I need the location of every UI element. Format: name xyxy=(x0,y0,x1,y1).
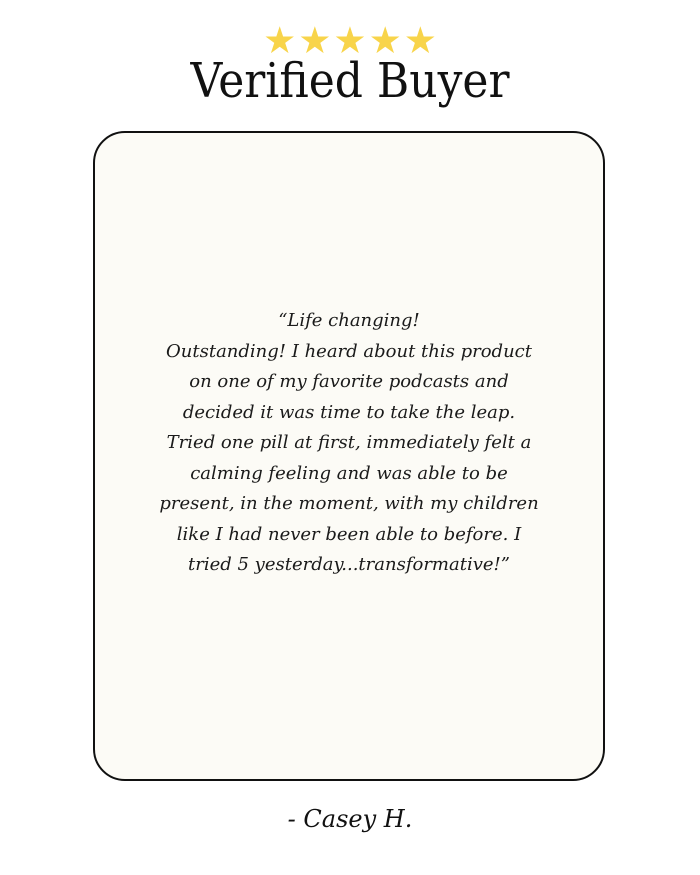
review-card xyxy=(93,131,605,781)
star-icon: ★ xyxy=(298,19,332,62)
star-icon: ★ xyxy=(263,19,297,62)
star-icon: ★ xyxy=(403,19,437,62)
review-quote xyxy=(95,306,603,581)
review-line: tried 5 yesterday...transformative!” xyxy=(188,554,510,575)
review-line: calming feeling and was able to be xyxy=(190,462,508,484)
review-line: decided it was time to take the leap. xyxy=(182,401,516,423)
review-line: Tried one pill at first, immediately felt a xyxy=(166,432,532,453)
review-line: “Life changing! xyxy=(278,310,420,331)
review-line: on one of my favorite podcasts and xyxy=(189,371,509,392)
review-line: present, in the moment, with my children xyxy=(159,493,539,514)
review-author: - Casey H. xyxy=(287,805,413,833)
review-line: Outstanding! I heard about this product xyxy=(166,340,532,362)
page-title: Verified Buyer xyxy=(190,53,510,109)
review-line: like I had never been able to before. I xyxy=(176,523,522,545)
star-icon: ★ xyxy=(368,19,402,62)
star-icon: ★ xyxy=(333,19,367,62)
